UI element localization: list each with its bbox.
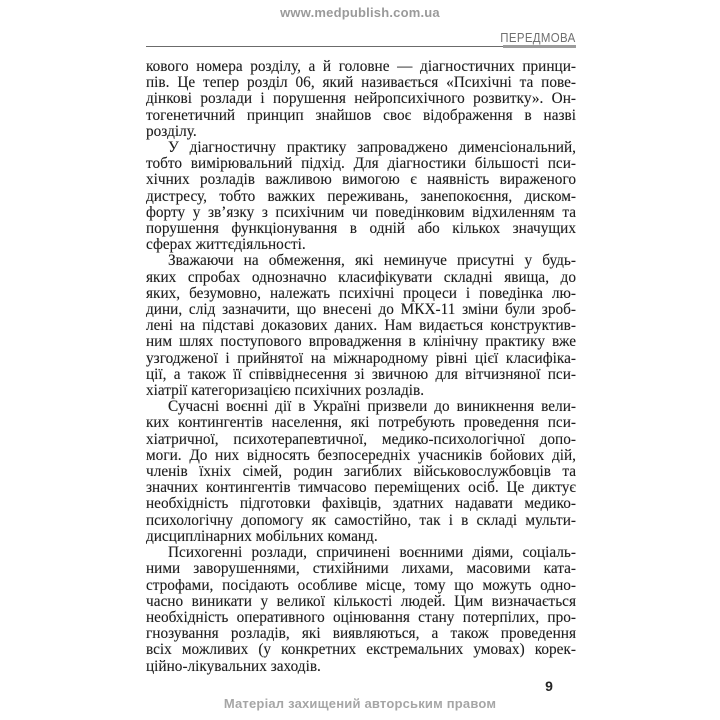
text-line: лені на підставі доказових даних. Нам видається конструктив- — [146, 317, 576, 335]
paragraph — [146, 253, 576, 399]
text-line: ним шлях поступового впровадження в клінічну практику вже — [146, 333, 576, 351]
text-line: порушення функціонування в одній або кількох значущих — [146, 220, 576, 238]
page-number: 9 — [545, 678, 553, 694]
text-line: дінкові розлади і порушення нейропсихічного розвитку». Он- — [146, 90, 576, 108]
text-line: дини, слід зазначити, що внесені до МКХ-11 зміни були зроб- — [146, 301, 576, 319]
running-head — [146, 30, 576, 45]
text-line: яких спробах однозначно класифікувати складні явища, до — [146, 268, 576, 286]
text-line: строфами, посідають особливе місце, тому що можуть одно- — [146, 576, 576, 594]
paragraph — [146, 545, 576, 675]
text-line: дисциплінарних мобільних команд. — [146, 527, 378, 545]
text-line: психологічну допомогу як самостійно, так і в складі мульти- — [146, 511, 576, 529]
text-line: ними заворушеннями, стихійними лихами, масовими ката- — [146, 560, 576, 578]
chapter-title: ПЕРЕДМОВА — [500, 30, 576, 45]
body-text — [146, 59, 576, 675]
text-line: членів їхніх сімей, родин загиблих військовослужбовців та — [146, 463, 576, 481]
text-line: узгодженої і прийнятої на міжнародному рівні цієї класифіка- — [146, 349, 576, 367]
text-line: сферах життєдіяльності. — [146, 236, 306, 254]
text-line: значних контингентів тимчасово переміщених осіб. Це диктує — [146, 479, 576, 497]
text-line: яких, безумовно, належать психічні процеси і поведінка лю- — [146, 284, 576, 302]
paragraph — [146, 140, 576, 253]
text-line: Зважаючи на обмеження, які неминуче присутні у будь- — [168, 252, 576, 270]
text-line: ції, а також її співвіднесення зі звичною для вітчизняної пси- — [146, 365, 576, 383]
text-line: У діагностичну практику запроваджено дименсіональний, — [168, 139, 576, 157]
text-line: часно виникати у великої кількості людей. Цим визначається — [146, 592, 576, 610]
text-line: необхідність оперативного оцінювання стану потерпілих, про- — [146, 608, 576, 626]
text-line: ційно-лікувальних заходів. — [146, 657, 321, 675]
text-line: хічних розладів важливою вимогою є наявність вираженого — [146, 171, 576, 189]
text-line: тобто вимірювальний підхід. Для діагностики більшості пси- — [146, 155, 576, 173]
text-line: всіх можливих (у конкретних екстремальних умовах) корек- — [146, 641, 576, 659]
text-line: хіатрії категоризацією психічних розладів. — [146, 382, 425, 400]
paragraph — [146, 399, 576, 545]
text-line: гнозування розладів, які виявляються, а також проведення — [146, 625, 576, 643]
text-line: Психогенні розлади, спричинені воєнними діями, соціаль- — [168, 544, 576, 562]
text-line: моги. До них відносять безпосередніх учасників бойових дій, — [146, 446, 576, 464]
text-line: пів. Це тепер розділ 06, який називається «Психічні та пове- — [146, 74, 576, 92]
text-line: Сучасні воєнні дії в Україні призвели до виникнення вели- — [168, 398, 576, 416]
text-line: хіатричної, психотерапевтичної, медико-психологічної допо- — [146, 430, 576, 448]
watermark-top-url: www.medpublish.com.ua — [280, 5, 440, 20]
header-rule-thick — [503, 45, 576, 48]
text-line: ких контингентів населення, які потребують проведення пси- — [146, 414, 576, 432]
text-line: розділу. — [146, 122, 197, 140]
text-line: кового номера розділу, а й головне — діагностичних принци- — [146, 58, 576, 75]
paragraph — [146, 59, 576, 140]
text-line: дистресу, тобто важких переживань, занепокоєння, диском- — [146, 187, 576, 205]
watermark-bottom-copyright: Матеріал захищений авторським правом — [223, 696, 497, 711]
text-line: тогенетичний принцип знайшов своє відображення в назві — [146, 106, 576, 124]
text-line: форту у зв’язку з психічним чи поведінковим відхиленням та — [146, 203, 576, 221]
text-line: необхідність підготовки фахівців, здатних надавати медико- — [146, 495, 576, 513]
